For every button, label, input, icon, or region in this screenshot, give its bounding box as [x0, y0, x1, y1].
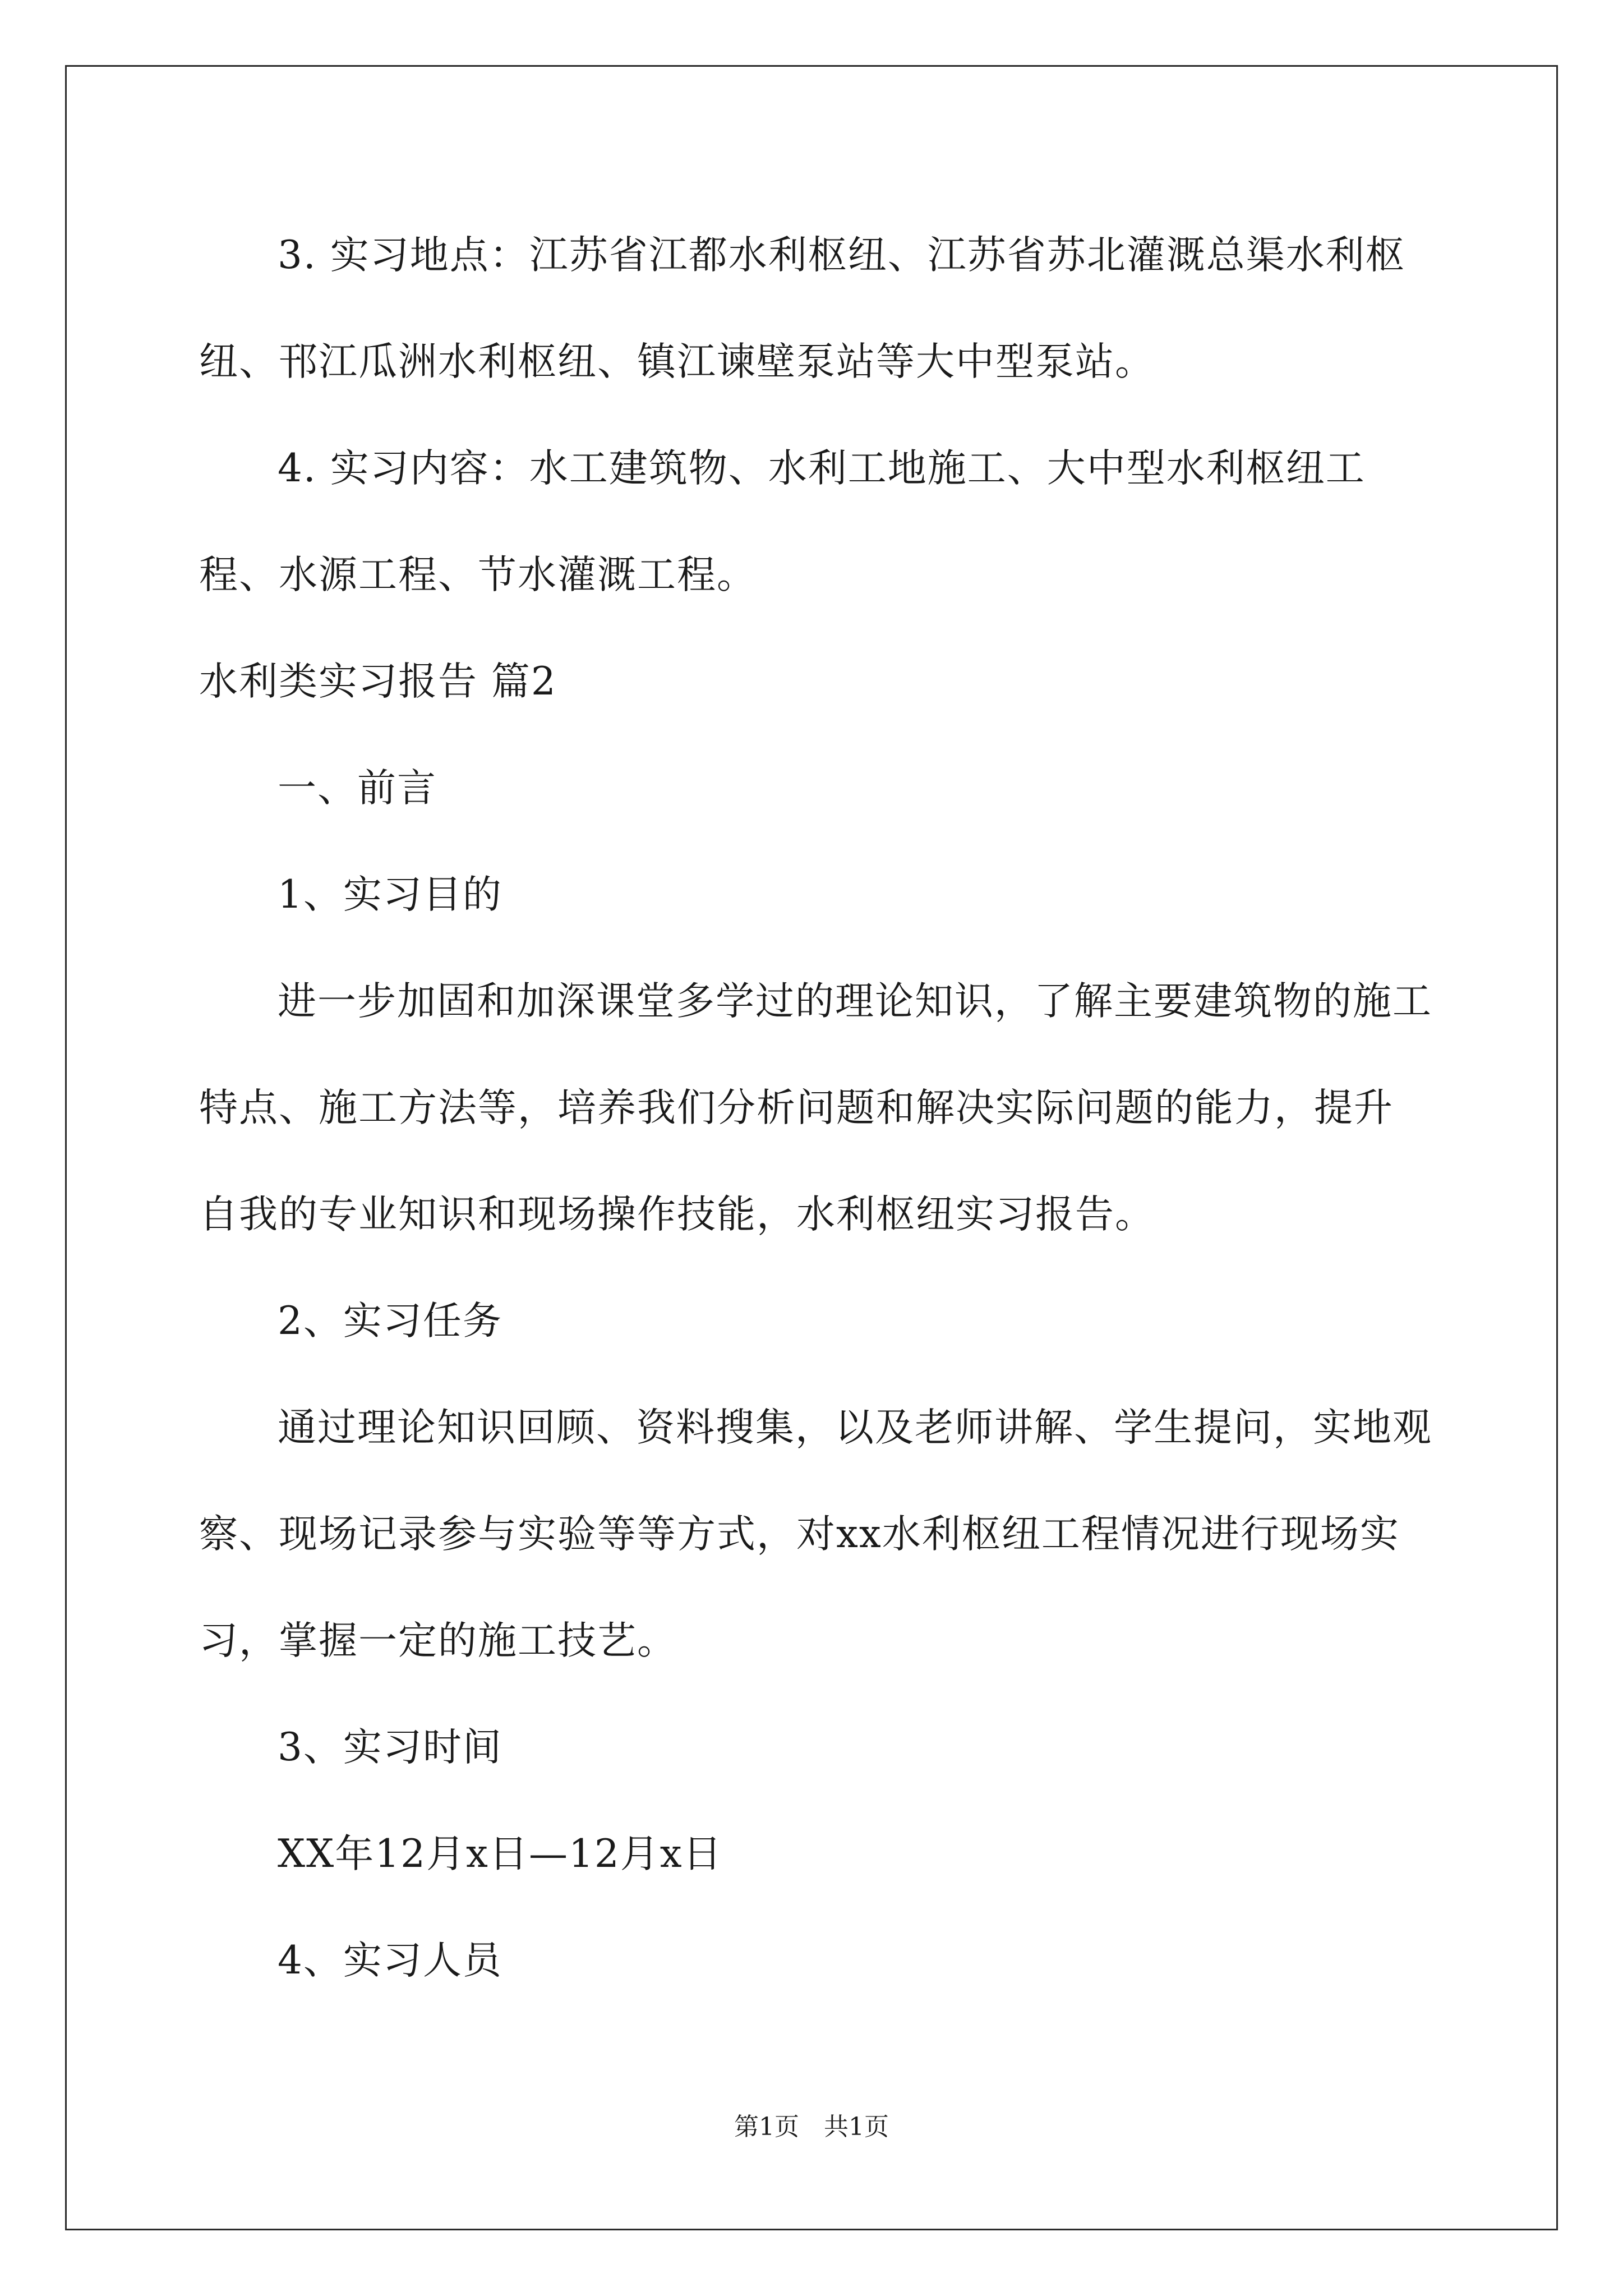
paragraph-location: 3. 实习地点：江苏省江都水利枢纽、江苏省苏北灌溉总渠水利枢纽、邗江瓜洲水利枢纽、镇江谏壁泵站等大中型泵站。 [199, 233, 1405, 384]
heading-purpose: 1、实习目的 [278, 872, 502, 917]
heading-tasks: 2、实习任务 [278, 1299, 502, 1343]
document-body [199, 202, 1433, 2014]
paragraph-purpose: 进一步加固和加深课堂多学过的理论知识，了解主要建筑物的施工特点、施工方法等，培养我们分析问题和解决实际问题的能力，提升自我的专业知识和现场操作技能，水利枢纽实习报告。 [199, 979, 1432, 1237]
paragraph-content: 4. 实习内容：水工建筑物、水利工地施工、大中型水利枢纽工程、水源工程、节水灌溉工程。 [199, 446, 1366, 597]
section-title: 水利类实习报告 篇2 [199, 659, 557, 704]
heading-personnel: 4、实习人员 [278, 1938, 502, 1983]
page-footer: 第1页 共1页 [734, 2113, 889, 2141]
heading-preface: 一、前言 [278, 766, 437, 811]
paragraph-time: XX年12月x日—12月x日 [278, 1832, 723, 1876]
paragraph-tasks: 通过理论知识回顾、资料搜集，以及老师讲解、学生提问，实地观察、现场记录参与实验等等方式，对xx水利枢纽工程情况进行现场实习，掌握一定的施工技艺。 [199, 1405, 1432, 1663]
heading-time: 3、实习时间 [278, 1725, 502, 1770]
